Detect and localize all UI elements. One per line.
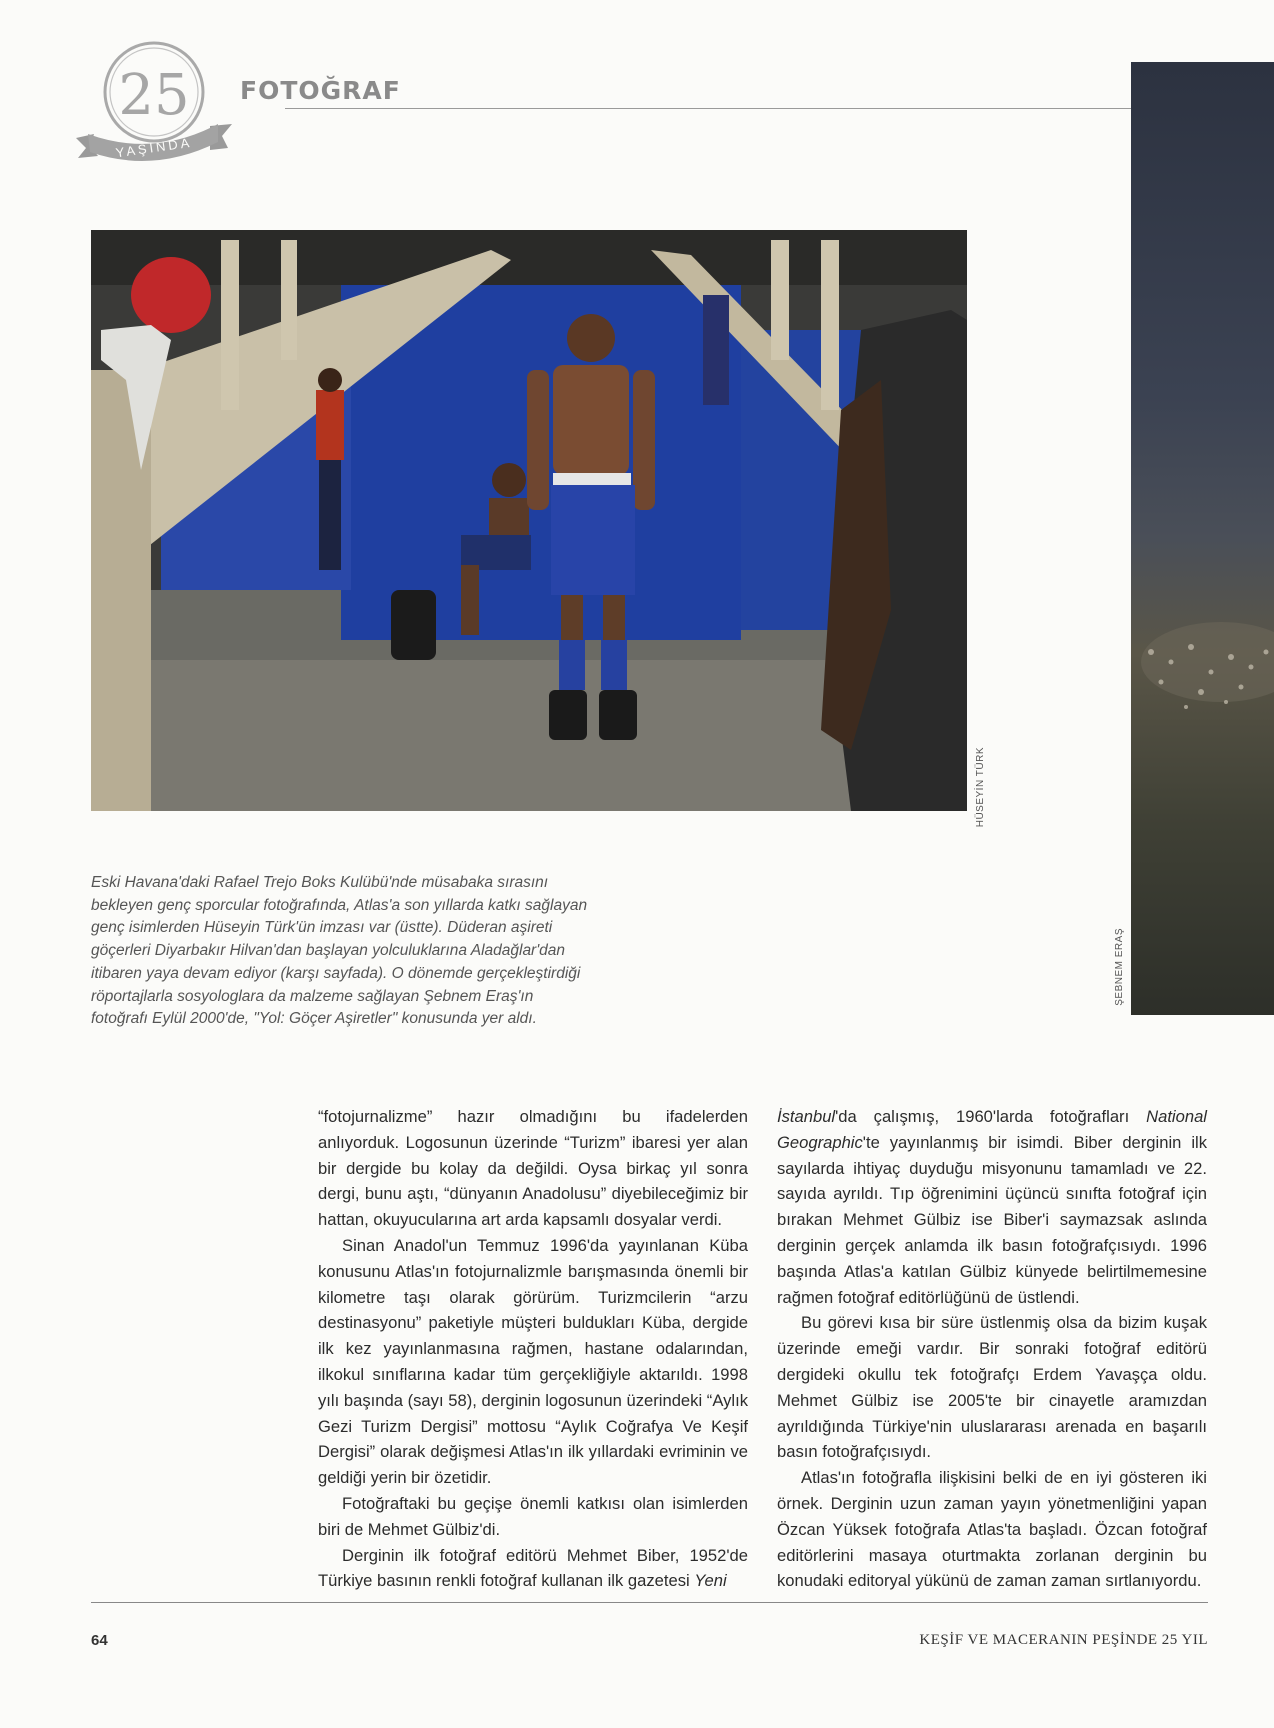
paragraph: Fotoğraftaki bu geçişe önemli katkısı olan isimlerden biri de Mehmet Gülbiz'di. [318,1493,748,1539]
running-title: KEŞİF VE MACERANIN PEŞİNDE 25 YIL [919,1632,1208,1648]
header-divider [285,108,1131,109]
caption-line: fotoğrafı Eylül 2000'de, "Yol: Göçer Aşiretler" konusunda yer aldı. [91,1010,537,1028]
body-column-right [777,1104,1207,1594]
side-photo-credit: ŞEBNEM ERAŞ [1114,928,1125,1006]
italic-text: Yeni [694,1571,727,1591]
caption-line: Eski Havana'daki Rafael Trejo Boks Kulübü'nde müsabaka sırasını [91,874,549,891]
boxing-club-photo [91,230,967,811]
caption-line: itibaren yaya devam ediyor (karşı sayfada). O dönemde gerçekleştirdiği [91,964,581,982]
footer-divider [91,1602,1208,1603]
paragraph [318,1543,748,1595]
italic-text: National Geographic [777,1107,1207,1152]
paragraph [777,1104,1207,1310]
red-headgear [131,257,211,333]
badge-ribbon-text: YAŞINDA [114,134,194,161]
anniversary-badge-logo [76,34,232,166]
caption-line: bekleyen genç sporcular fotoğrafında, Atlas'a son yıllarda katkı sağlayan [91,896,588,914]
section-title: FOTOĞRAF [240,76,401,105]
photo-caption [91,872,651,1031]
italic-text: İstanbul [777,1107,836,1126]
paragraph-text: 'da çalışmış, 1960'larda fotoğrafları [835,1107,1130,1126]
paragraph-text: Derginin ilk fotoğraf editörü Mehmet Biber, 1952'de Türkiye basının renkli fotoğraf kullanan ilk gazetesi [318,1545,748,1591]
caption-line: genç isimlerden Hüseyin Türk'ün imzası var (üstte). Düderan aşireti [91,919,553,937]
paragraph: Atlas'ın fotoğrafla ilişkisini belki de en iyi gösteren iki örnek. Derginin uzun zaman yayın yönetmenliğini yapan Özcan Yüksek fotoğrafa Atlas'ta başladı. Özcan fotoğraf editörlerini masaya oturtmakta zorlanan derginin bu konudaki editoryal yükünü de zaman zaman sırtlanıyordu. [777,1468,1207,1591]
badge-number: 25 [118,63,190,128]
opposite-page-photo-strip [1131,62,1274,1015]
caption-line: göçerleri Diyarbakır Hilvan'dan başlayan yolculuklarına Aladağlar'dan [91,942,566,960]
caption-line: röportajlarla sosyologlara da malzeme sağlayan Şebnem Eraş'ın [91,987,534,1005]
paragraph: “fotojurnalizme” hazır olmadığını bu ifadelerden anlıyorduk. Logosunun üzerinde “Turizm” ibaresi yer alan bir dergide bu kolay da değildi. Oysa birkaç yıl sonra dergi, bunu aştı, “dünyanın Anadolusu” diyebileceğimiz bir hattan, okuyucularına art arda kapsamlı dosyalar verdi. [318,1107,748,1230]
paragraph: Sinan Anadol'un Temmuz 1996'da yayınlanan Küba konusunu Atlas'ın fotojurnalizmle barışmasında önemli bir kilometre taşı olarak görürüm. Turizmcilerin “arzu destinasyonu” paketiyle müşteri buldukları Küba, dergide ilk kez yayınlanmasına rağmen, hastane odalarından, ilkokul sınıflarına kadar tüm gerçekliğiyle aktarıldı. 1998 yılı başında (sayı 58), derginin logosunun üzerindeki “Aylık Gezi Turizm Dergisi” mottosu “Aylık Coğrafya Ve Keşif Dergisi” olarak değişmesi Atlas'ın ilk yıllardaki evriminin ve geldiği yerin bir özetidir. [318,1235,748,1488]
main-photo-credit: HÜSEYİN TÜRK [975,747,986,828]
page-number: 64 [91,1632,108,1649]
paragraph-text: 'te yayınlanmış bir isimdi. Biber derginin ilk sayılarda ihtiyaç duyduğu misyonunu tamamladı ve 22. sayıda ayrıldı. Tıp öğrenimini üçüncü sınıfta fotoğraf için bırakan Mehmet Gülbiz ise Biber'i saymazsak aslında derginin gerçek anlamda ilk basın fotoğrafçısıydı. 1996 başında Atlas'a katılan Gülbiz künyede belirtilmemesine rağmen fotoğraf editörlüğünü de üstlendi. [777,1132,1207,1307]
body-column-left [318,1104,748,1594]
paragraph: Bu görevi kısa bir süre üstlenmiş olsa da bizim kuşak üzerinde emeği vardır. Bir sonraki fotoğraf editörü dergideki okullu tek fotoğrafçı Erdem Yavaşça oldu. Mehmet Gülbiz ise 2005'te bir cinayetle aramızdan ayrıldığında Türkiye'nin uluslararası arenada en başarılı basın fotoğrafçısıydı. [777,1313,1207,1462]
